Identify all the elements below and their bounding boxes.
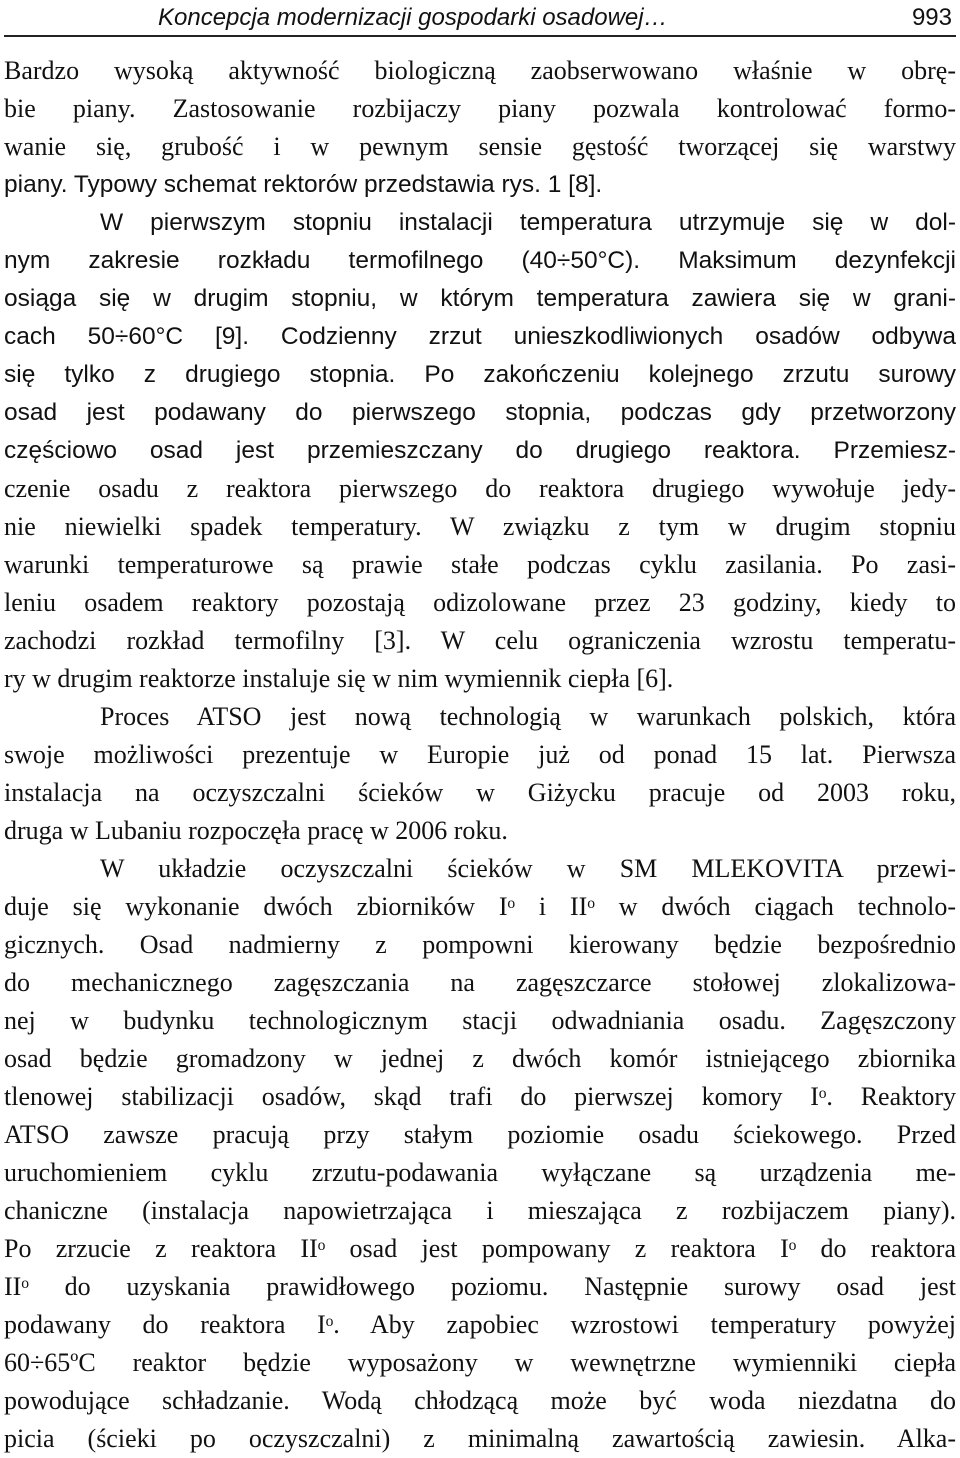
text-line: ATSO zawsze pracują przy stałym poziomie osadu ściekowego. Przed <box>4 1120 956 1149</box>
text-line: osad jest podawany do pierwszego stopnia, podczas gdy przetworzony <box>4 399 956 426</box>
header-rule <box>4 35 956 37</box>
text-line: osad będzie gromadzony w jednej z dwóch komór istniejącego zbiornika <box>4 1044 956 1073</box>
page-number: 993 <box>911 4 952 31</box>
text-line: Bardzo wysoką aktywność biologiczną zaobserwowano właśnie w obrę- <box>4 56 956 85</box>
text-line: Po zrzucie z reaktora IIᵒ osad jest pompowany z reaktora Iᵒ do reaktora <box>4 1234 956 1263</box>
text-line: czenie osadu z reaktora pierwszego do reaktora drugiego wywołuje jedy- <box>4 474 956 503</box>
text-line: zachodzi rozkład termofilny [3]. W celu ograniczenia wzrostu temperatu- <box>4 626 956 655</box>
text-line: W układzie oczyszczalni ścieków w SM MLEKOVITA przewi- <box>100 854 956 883</box>
text-line: swoje możliwości prezentuje w Europie już od ponad 15 lat. Pierwsza <box>4 740 956 769</box>
text-line: 60÷65ºC reaktor będzie wyposażony w wewnętrzne wymienniki ciepła <box>4 1348 956 1377</box>
text-line: nie niewielki spadek temperatury. W związku z tym w drugim stopniu <box>4 512 956 541</box>
text-line: częściowo osad jest przemieszczany do drugiego reaktora. Przemiesz- <box>4 437 956 464</box>
text-line: wanie się, grubość i w pewnym sensie gęstość tworzącej się warstwy <box>4 132 956 161</box>
running-title: Koncepcja modernizacji gospodarki osadowej… <box>158 4 668 31</box>
text-line: nym zakresie rozkładu termofilnego (40÷50°C). Maksimum dezynfekcji <box>4 247 956 274</box>
text-line: cach 50÷60°C [9]. Codzienny zrzut unieszkodliwionych osadów odbywa <box>4 323 956 350</box>
text-line: chaniczne (instalacja napowietrzająca i mieszająca z rozbijaczem piany). <box>4 1196 956 1225</box>
text-line: powodujące schładzanie. Wodą chłodzącą może być woda niezdatna do <box>4 1386 956 1415</box>
text-line: się tylko z drugiego stopnia. Po zakończeniu kolejnego zrzutu surowy <box>4 361 956 388</box>
text-line: bie piany. Zastosowanie rozbijaczy piany pozwala kontrolować formo- <box>4 94 956 123</box>
text-line: warunki temperaturowe są prawie stałe podczas cyklu zasilania. Po zasi- <box>4 550 956 579</box>
text-line: gicznych. Osad nadmierny z pompowni kierowany będzie bezpośrednio <box>4 930 956 959</box>
text-line: nej w budynku technologicznym stacji odwadniania osadu. Zagęszczony <box>4 1006 956 1035</box>
text-line: uruchomieniem cyklu zrzutu-podawania wyłączane są urządzenia me- <box>4 1158 956 1187</box>
text-line: druga w Lubaniu rozpoczęła pracę w 2006 roku. <box>4 816 508 845</box>
text-line: osiąga się w drugim stopniu, w którym temperatura zawiera się w grani- <box>4 285 956 312</box>
text-line: leniu osadem reaktory pozostają odizolowane przez 23 godziny, kiedy to <box>4 588 956 617</box>
text-line: do mechanicznego zagęszczania na zagęszczarce stołowej zlokalizowa- <box>4 968 956 997</box>
running-header <box>0 0 960 38</box>
body-text <box>0 52 960 1458</box>
text-line: instalacja na oczyszczalni ścieków w Giżycku pracuje od 2003 roku, <box>4 778 956 807</box>
text-line: podawany do reaktora Iᵒ. Aby zapobiec wzrostowi temperatury powyżej <box>4 1310 956 1339</box>
text-line: piany. Typowy schemat rektorów przedstawia rys. 1 [8]. <box>4 171 603 198</box>
text-line: tlenowej stabilizacji osadów, skąd trafi do pierwszej komory Iᵒ. Reaktory <box>4 1082 956 1111</box>
text-line: W pierwszym stopniu instalacji temperatura utrzymuje się w dol- <box>100 209 956 236</box>
text-line: picia (ścieki po oczyszczalni) z minimalną zawartością zawiesin. Alka- <box>4 1424 956 1453</box>
text-line: Proces ATSO jest nową technologią w warunkach polskich, która <box>100 702 956 731</box>
text-line: ry w drugim reaktorze instaluje się w nim wymiennik ciepła [6]. <box>4 664 674 693</box>
text-line: IIᵒ do uzyskania prawidłowego poziomu. Następnie surowy osad jest <box>4 1272 956 1301</box>
text-line: duje się wykonanie dwóch zbiorników Iᵒ i IIᵒ w dwóch ciągach technolo- <box>4 892 956 921</box>
